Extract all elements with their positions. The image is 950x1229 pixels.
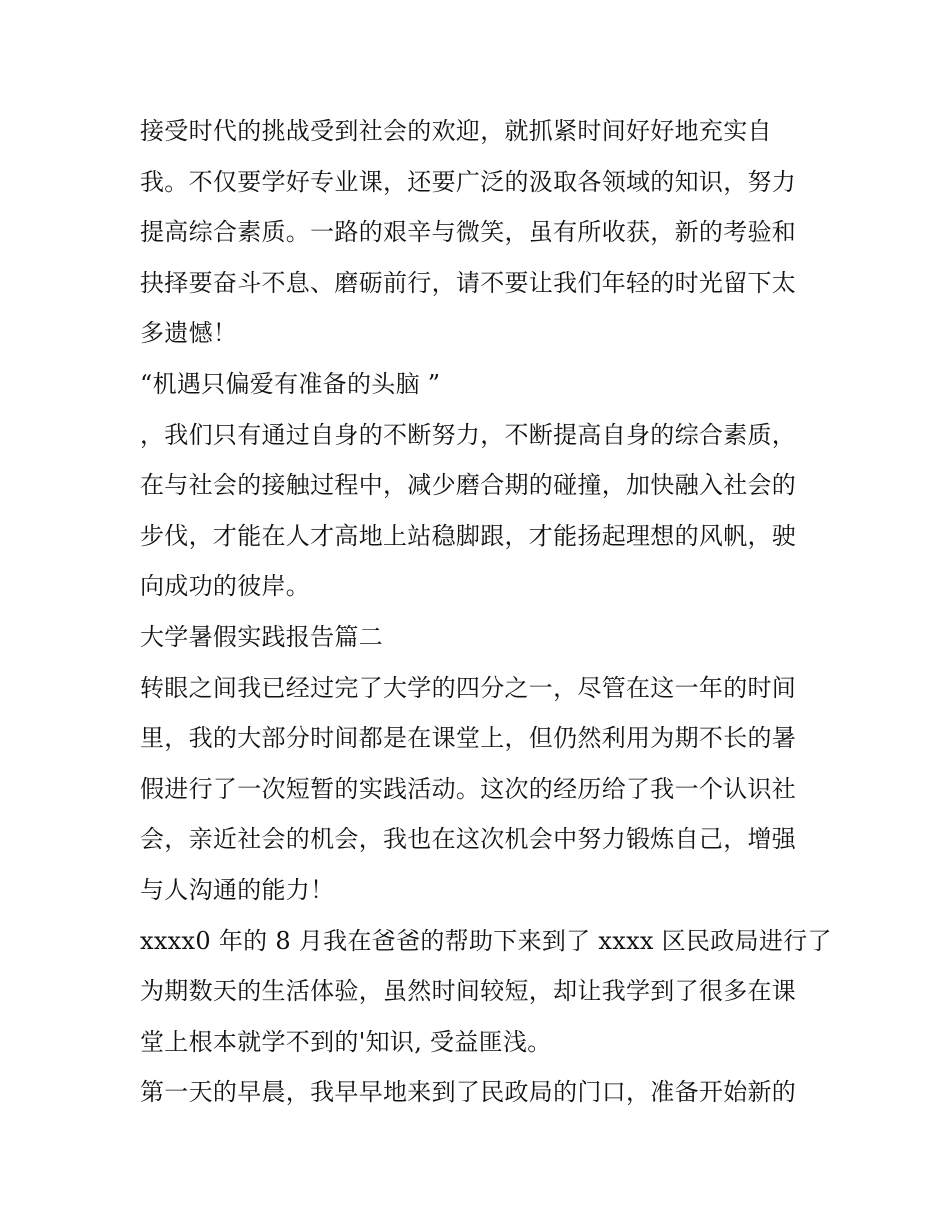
text-line: 假进行了一次短暂的实践活动。这次的经历给了我一个认识社 <box>140 774 797 803</box>
document-body <box>140 106 832 1118</box>
text-line: 多遗憾！ <box>140 319 238 348</box>
text-line: ，我们只有通过自身的不断努力，不断提高自身的综合素质， <box>140 420 797 449</box>
text-line: 提高综合素质。一路的艰辛与微笑，虽有所收获，新的考验和 <box>140 218 797 247</box>
text-line: 第一天的早晨，我早早地来到了民政局的门口，准备开始新的 <box>140 1078 797 1107</box>
text-line: xxxx0 年的 8 月我在爸爸的帮助下来到了 xxxx 区民政局进行了 <box>140 926 832 955</box>
quote-line: “机遇只偏爱有准备的头脑 ” <box>140 369 441 398</box>
text-line: 步伐，才能在人才高地上站稳脚跟，才能扬起理想的风帆，驶 <box>140 521 797 550</box>
section-heading: 大学暑假实践报告篇二 <box>140 622 383 651</box>
text-line: 与人沟通的能力！ <box>140 875 335 904</box>
text-line: 向成功的彼岸。 <box>140 572 311 601</box>
text-line: 抉择要奋斗不息、磨砺前行，请不要让我们年轻的时光留下太 <box>140 268 797 297</box>
text-line: 为期数天的生活体验，虽然时间较短，却让我学到了很多在课 <box>140 977 797 1006</box>
text-line: 里，我的大部分时间都是在课堂上，但仍然利用为期不长的暑 <box>140 724 797 753</box>
text-line: 堂上根本就学不到的'知识, 受益匪浅。 <box>140 1027 552 1056</box>
text-line: 我。不仅要学好专业课，还要广泛的汲取各领域的知识，努力 <box>140 167 797 196</box>
text-line: 会，亲近社会的机会，我也在这次机会中努力锻炼自己，增强 <box>140 825 797 854</box>
text-line: 在与社会的接触过程中，减少磨合期的碰撞，加快融入社会的 <box>140 471 797 500</box>
text-line: 接受时代的挑战受到社会的欢迎，就抓紧时间好好地充实自 <box>140 117 772 145</box>
text-line: 转眼之间我已经过完了大学的四分之一，尽管在这一年的时间 <box>140 673 797 702</box>
